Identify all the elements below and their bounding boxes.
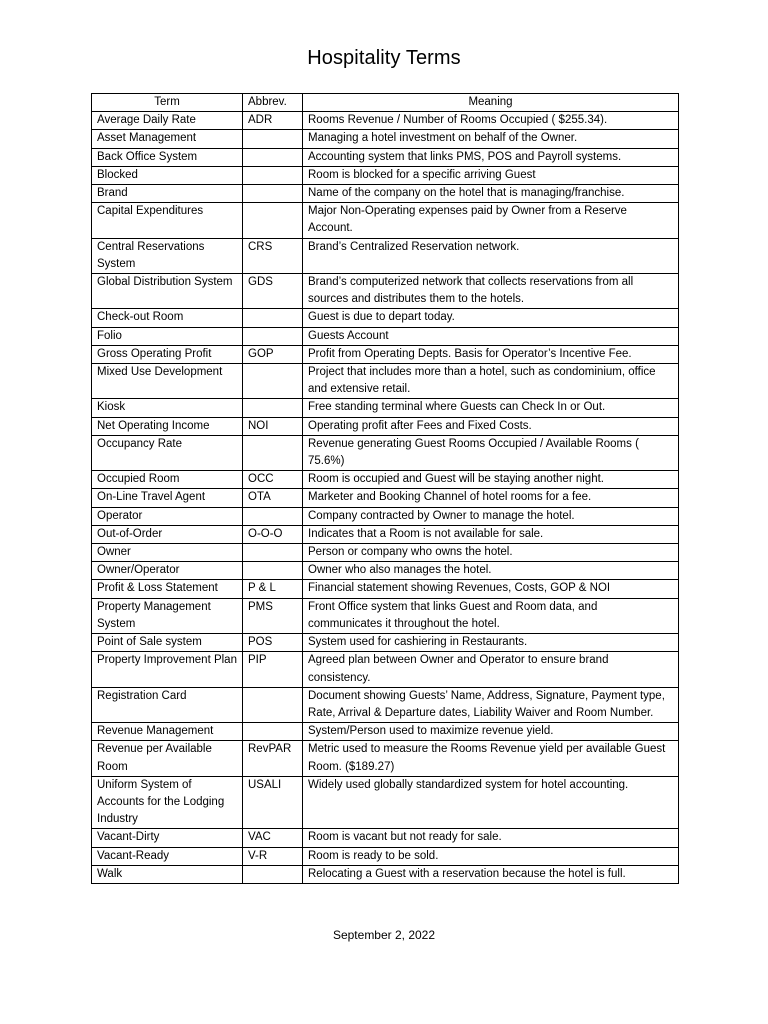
table-row: [92, 865, 679, 883]
cell-meaning: Room is occupied and Guest will be staying another night.: [303, 471, 679, 489]
cell-abbrev: GOP: [243, 345, 303, 363]
cell-abbrev: USALI: [243, 776, 303, 829]
cell-term: Revenue per Available Room: [92, 741, 243, 776]
cell-abbrev: NOI: [243, 417, 303, 435]
cell-abbrev: PMS: [243, 598, 303, 633]
table-row: [92, 652, 679, 687]
header-row: [92, 94, 679, 112]
table-row: [92, 741, 679, 776]
cell-term: Mixed Use Development: [92, 364, 243, 399]
cell-abbrev: POS: [243, 634, 303, 652]
table-row: [92, 598, 679, 633]
cell-meaning: Document showing Guests’ Name, Address, Signature, Payment type, Rate, Arrival & Departure dates, Liability Waiver and Room Number.: [303, 687, 679, 722]
cell-meaning: Operating profit after Fees and Fixed Costs.: [303, 417, 679, 435]
cell-meaning: Agreed plan between Owner and Operator to ensure brand consistency.: [303, 652, 679, 687]
cell-meaning: Accounting system that links PMS, POS and Payroll systems.: [303, 148, 679, 166]
cell-term: Occupancy Rate: [92, 435, 243, 470]
cell-meaning: Widely used globally standardized system for hotel accounting.: [303, 776, 679, 829]
cell-meaning: Project that includes more than a hotel, such as condominium, office and extensive retail.: [303, 364, 679, 399]
table-row: [92, 847, 679, 865]
cell-term: Uniform System of Accounts for the Lodging Industry: [92, 776, 243, 829]
cell-meaning: Free standing terminal where Guests can Check In or Out.: [303, 399, 679, 417]
table-row: [92, 364, 679, 399]
cell-abbrev: O-O-O: [243, 525, 303, 543]
cell-term: Owner: [92, 544, 243, 562]
cell-term: Registration Card: [92, 687, 243, 722]
cell-abbrev: VAC: [243, 829, 303, 847]
cell-meaning: Rooms Revenue / Number of Rooms Occupied ( $255.34).: [303, 112, 679, 130]
cell-abbrev: [243, 166, 303, 184]
footer-date: September 2, 2022: [332, 928, 436, 942]
cell-abbrev: [243, 203, 303, 238]
header-meaning: Meaning: [303, 94, 679, 112]
terms-table-header: [92, 94, 679, 112]
cell-meaning: Revenue generating Guest Rooms Occupied / Available Rooms ( 75.6%): [303, 435, 679, 470]
cell-abbrev: [243, 507, 303, 525]
table-row: [92, 148, 679, 166]
table-row: [92, 687, 679, 722]
cell-term: Back Office System: [92, 148, 243, 166]
cell-abbrev: [243, 327, 303, 345]
cell-term: On-Line Travel Agent: [92, 489, 243, 507]
cell-term: Vacant-Ready: [92, 847, 243, 865]
cell-meaning: Room is blocked for a specific arriving Guest: [303, 166, 679, 184]
table-row: [92, 829, 679, 847]
terms-table: [91, 93, 679, 884]
table-row: [92, 203, 679, 238]
table-row: [92, 489, 679, 507]
cell-term: Blocked: [92, 166, 243, 184]
cell-term: Average Daily Rate: [92, 112, 243, 130]
cell-abbrev: PIP: [243, 652, 303, 687]
table-row: [92, 507, 679, 525]
cell-meaning: System/Person used to maximize revenue yield.: [303, 723, 679, 741]
table-row: [92, 185, 679, 203]
cell-term: Property Management System: [92, 598, 243, 633]
table-row: [92, 544, 679, 562]
cell-term: Capital Expenditures: [92, 203, 243, 238]
table-row: [92, 525, 679, 543]
header-term: Term: [92, 94, 243, 112]
cell-term: Check-out Room: [92, 309, 243, 327]
table-row: [92, 580, 679, 598]
table-row: [92, 471, 679, 489]
table-row: [92, 327, 679, 345]
cell-term: Brand: [92, 185, 243, 203]
cell-term: Operator: [92, 507, 243, 525]
cell-abbrev: P & L: [243, 580, 303, 598]
cell-abbrev: [243, 148, 303, 166]
cell-abbrev: [243, 562, 303, 580]
cell-abbrev: [243, 130, 303, 148]
cell-meaning: Metric used to measure the Rooms Revenue yield per available Guest Room. ($189.27): [303, 741, 679, 776]
table-row: [92, 634, 679, 652]
cell-meaning: System used for cashiering in Restaurants.: [303, 634, 679, 652]
cell-meaning: Owner who also manages the hotel.: [303, 562, 679, 580]
header-abbrev: Abbrev.: [243, 94, 303, 112]
cell-meaning: Major Non-Operating expenses paid by Owner from a Reserve Account.: [303, 203, 679, 238]
table-row: [92, 130, 679, 148]
cell-term: Walk: [92, 865, 243, 883]
cell-term: Asset Management: [92, 130, 243, 148]
cell-meaning: Room is vacant but not ready for sale.: [303, 829, 679, 847]
cell-meaning: Room is ready to be sold.: [303, 847, 679, 865]
cell-meaning: Brand’s Centralized Reservation network.: [303, 238, 679, 273]
table-row: [92, 562, 679, 580]
cell-abbrev: [243, 544, 303, 562]
cell-abbrev: [243, 865, 303, 883]
cell-meaning: Marketer and Booking Channel of hotel rooms for a fee.: [303, 489, 679, 507]
cell-abbrev: [243, 435, 303, 470]
cell-term: Kiosk: [92, 399, 243, 417]
cell-term: Folio: [92, 327, 243, 345]
cell-term: Owner/Operator: [92, 562, 243, 580]
cell-term: Global Distribution System: [92, 274, 243, 309]
cell-term: Gross Operating Profit: [92, 345, 243, 363]
table-row: [92, 112, 679, 130]
cell-term: Revenue Management: [92, 723, 243, 741]
cell-meaning: Front Office system that links Guest and Room data, and communicates it throughout the hotel.: [303, 598, 679, 633]
cell-abbrev: [243, 399, 303, 417]
cell-meaning: Name of the company on the hotel that is managing/franchise.: [303, 185, 679, 203]
cell-abbrev: RevPAR: [243, 741, 303, 776]
cell-meaning: Financial statement showing Revenues, Costs, GOP & NOI: [303, 580, 679, 598]
cell-meaning: Company contracted by Owner to manage the hotel.: [303, 507, 679, 525]
table-row: [92, 345, 679, 363]
table-row: [92, 309, 679, 327]
cell-term: Central Reservations System: [92, 238, 243, 273]
cell-meaning: Brand’s computerized network that collects reservations from all sources and distributes them to the hotels.: [303, 274, 679, 309]
table-row: [92, 238, 679, 273]
cell-meaning: Guest is due to depart today.: [303, 309, 679, 327]
cell-term: Vacant-Dirty: [92, 829, 243, 847]
cell-abbrev: OTA: [243, 489, 303, 507]
table-row: [92, 274, 679, 309]
cell-abbrev: GDS: [243, 274, 303, 309]
cell-term: Property Improvement Plan: [92, 652, 243, 687]
cell-abbrev: V-R: [243, 847, 303, 865]
cell-meaning: Managing a hotel investment on behalf of the Owner.: [303, 130, 679, 148]
cell-abbrev: [243, 185, 303, 203]
cell-meaning: Profit from Operating Depts. Basis for Operator’s Incentive Fee.: [303, 345, 679, 363]
terms-table-body: [92, 112, 679, 884]
cell-abbrev: [243, 687, 303, 722]
table-row: [92, 776, 679, 829]
table-row: [92, 723, 679, 741]
cell-abbrev: [243, 364, 303, 399]
cell-term: Point of Sale system: [92, 634, 243, 652]
cell-meaning: Indicates that a Room is not available for sale.: [303, 525, 679, 543]
cell-meaning: Relocating a Guest with a reservation because the hotel is full.: [303, 865, 679, 883]
cell-term: Occupied Room: [92, 471, 243, 489]
cell-meaning: Guests Account: [303, 327, 679, 345]
cell-abbrev: CRS: [243, 238, 303, 273]
cell-term: Out-of-Order: [92, 525, 243, 543]
cell-abbrev: [243, 723, 303, 741]
cell-abbrev: ADR: [243, 112, 303, 130]
table-row: [92, 399, 679, 417]
cell-meaning: Person or company who owns the hotel.: [303, 544, 679, 562]
page-title: Hospitality Terms: [307, 47, 461, 69]
cell-term: Net Operating Income: [92, 417, 243, 435]
table-row: [92, 417, 679, 435]
cell-abbrev: OCC: [243, 471, 303, 489]
cell-abbrev: [243, 309, 303, 327]
table-row: [92, 435, 679, 470]
table-row: [92, 166, 679, 184]
cell-term: Profit & Loss Statement: [92, 580, 243, 598]
